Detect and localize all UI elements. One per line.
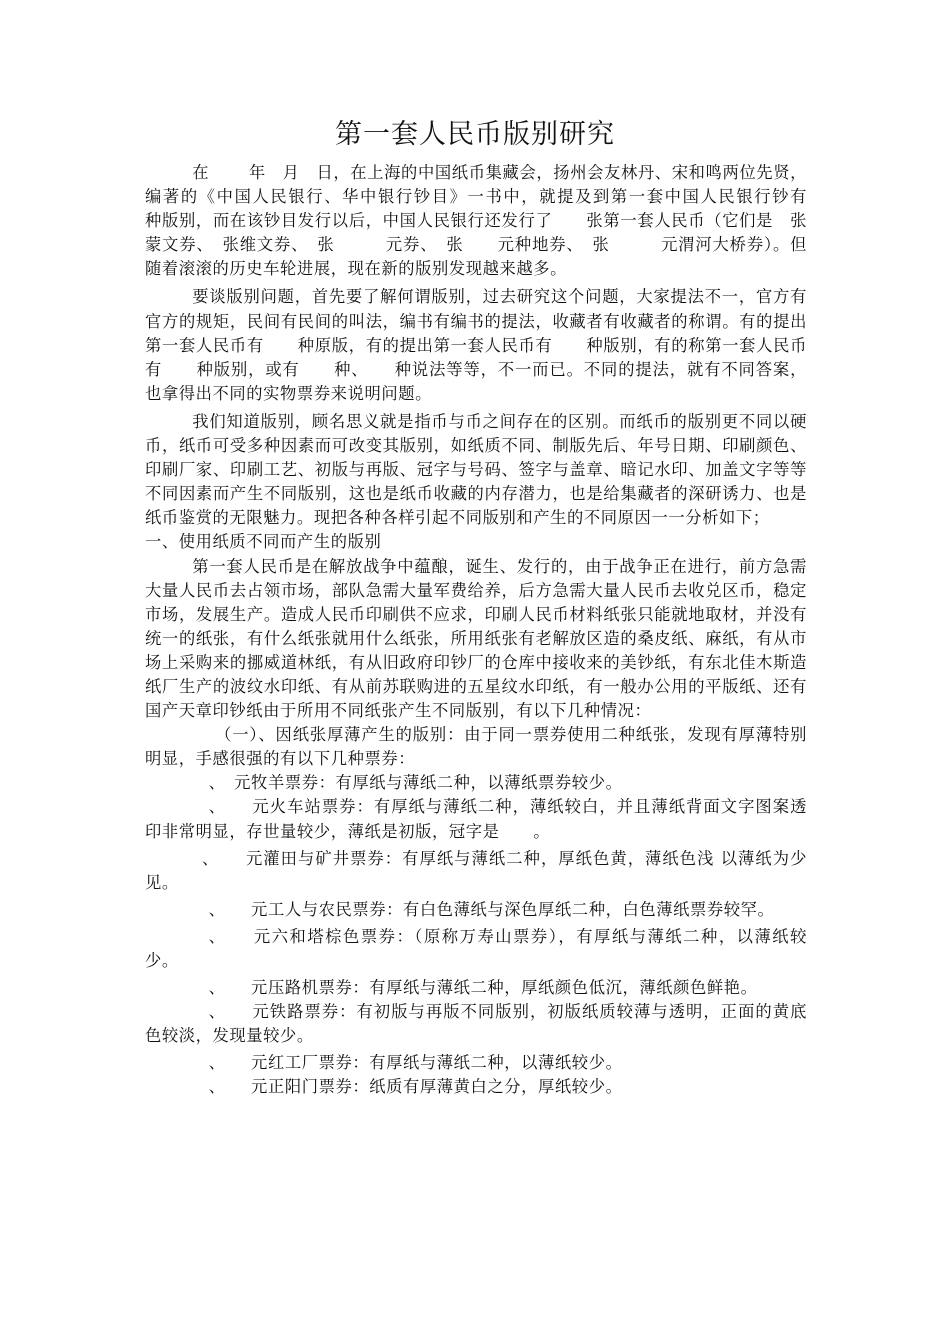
list-item: 、 元压路机票券：有厚纸与薄纸二种，厚纸颜色低沉，薄纸颜色鲜艳。 <box>208 978 758 998</box>
document-title: 第一套人民币版别研究 <box>335 119 615 150</box>
list-item: 、 元六和塔棕色票券：（原称万寿山票券），有厚纸与薄纸二种，以薄纸较少。 <box>145 926 807 970</box>
section-heading-paper: 一、使用纸质不同而产生的版别 <box>145 532 382 552</box>
paragraph-paper-background: 第一套人民币是在解放战争中蕴酿，诞生、发行的，由于战争正在进行，前方急需大量人民币去占领市场，部队急需大量军费给养，后方急需大量人民币去收兑区币，稳定市场，发展生产。造成人民币印刷供不应求，印刷人民币材料纸张只能就地取材，并没有统一的纸张，有什么纸张就用什么纸张，所用纸张有老解放区造的桑皮纸、麻纸，有从市场上采购来的挪威道林纸，有从旧政府印钞厂的仓库中接收来的美钞纸，有东北佳木斯造纸厂生产的波纹水印纸、有从前苏联购进的五星纹水印纸，有一般办公用的平版纸、还有国产天章印钞纸由于所用不同纸张产生不同版别，有以下几种情况： <box>145 556 807 721</box>
list-item: 、 元火车站票券：有厚纸与薄纸二种，薄纸较白，并且薄纸背面文字图案透印非常明显，存世量较少，薄纸是初版，冠字是 。 <box>145 797 807 841</box>
paragraph-intro: 在 年 月 日，在上海的中国纸币集藏会，扬州会友林丹、宋和鸣两位先贤，编著的《中国人民银行、华中银行钞目》一书中，就提及到第一套中国人民银行钞有 种版别，而在该钞目发行以后，中国人民银行还发行了 张第一套人民币（它们是 张蒙文券、 张维文券、 张 元券、 张 元种地券、 张 元渭河大桥券）。但随着滚滚的历史车轮进展，现在新的版别发现越来越多。 <box>145 163 841 279</box>
paragraph-definition: 要谈版别问题，首先要了解何谓版别，过去研究这个问题，大家提法不一，官方有官方的规矩，民间有民间的叫法，编书有编书的提法，收藏者有收藏者的称谓。有的提出第一套人民币有 种原版，有的提出第一套人民币有 种版别，有的称第一套人民币有 种版别，或有 种、 种说法等等，不一而已。不同的提法，就有不同答案，也拿得出不同的实物票券来说明问题。 <box>145 287 807 403</box>
subsection-heading-thickness: （一）、因纸张厚薄产生的版别：由于同一票券使用二种纸张，发现有厚薄特别明显，手感很强的有以下几种票券： <box>145 725 807 769</box>
list-item: 、 元工人与农民票券：有白色薄纸与深色厚纸二种，白色薄纸票券较罕。 <box>208 899 775 919</box>
list-item: 、 元铁路票券：有初版与再版不同版别，初版纸质较薄与透明，正面的黄底色较淡，发现量较少。 <box>145 1002 807 1046</box>
document-body <box>145 161 841 1100</box>
paragraph-variety-causes: 我们知道版别，顾名思义就是指币与币之间存在的区别。而纸币的版别更不同以硬币，纸币可受多种因素而可改变其版别，如纸质不同、制版先后、年号日期、印刷颜色、印刷厂家、印刷工艺、初版与再版、冠字与号码、签字与盖章、暗记水印、加盖文字等等不同因素而产生不同版别，这也是纸币收藏的内存潜力，也是给集藏者的深研诱力、也是纸币鉴赏的无限魅力。现把各种各样引起不同版别和产生的不同原因一一分析如下； <box>145 411 807 528</box>
list-item: 、 元灌田与矿井票券：有厚纸与薄纸二种，厚纸色黄，薄纸色浅 以薄纸为少见。 <box>145 848 807 892</box>
list-item: 、 元正阳门票券：纸质有厚薄黄白之分，厚纸较少。 <box>208 1077 623 1097</box>
list-item: 、 元红工厂票券：有厚纸与薄纸二种，以薄纸较少。 <box>208 1053 623 1073</box>
list-item: 、 元牧羊票券：有厚纸与薄纸二种，以薄纸票券较少。 <box>208 773 623 793</box>
